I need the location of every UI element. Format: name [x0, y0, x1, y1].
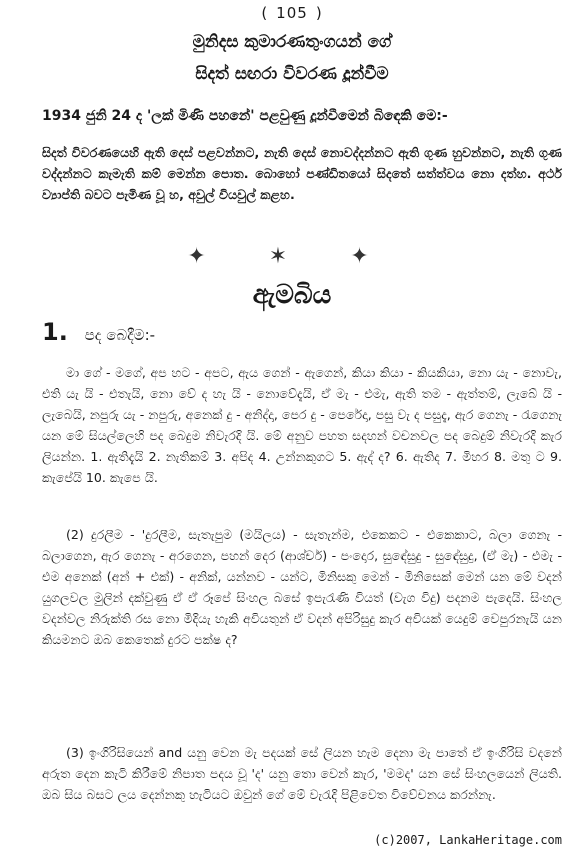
copyright-credit: (c)2007, LankaHeritage.com [374, 833, 562, 847]
page-number: ( 105 ) [261, 4, 323, 22]
subsection-label: පද බෙදීම:- [84, 326, 156, 344]
section-heading: ඇමබිය [252, 280, 332, 310]
dateline: 1934 ජුනි 24 ද 'ලක් මිණි පහනේ' පළවුණු දූන්වීමෙන් බිඳෙකි මෙ:- [42, 108, 448, 124]
intro-paragraph: සිදත් විවරණයෙහි ඇති දෙස් පළවන්නට, නැති දෙස් නොවද්දන්නට ඇති ගුණ හුවන්නට, නැති ගුණ වද්දන්නට කැමැති කම් මෙන්න පොත. බොහෝ පණ්ඩිතයෝ සිදතේ සත්ත්වය නො දත්හ. අර්ථ ව්‍යාප්ති බවට පැමිණ වූ හ, අවුල් වියවුල් කළහ. [42, 145, 562, 202]
paragraph-1-text: මා ගේ - මගේ, අප හට - අපට, ඇය ගෙන් - ඇගෙන්, කියා කියා - කියකියා, නො යැ - නොවැ, එති යැ යි - එතැයි, නො වේ ද හැ යි - නොවේදැයි, ඒ මැ - එමැ, ඇති තම - ඇත්තම්, ලැබේ යි - ලැබෙයි, නපුරු යැ - නපුරු, අනෙක් දු - අනිද්දා, පෙර දු - පෙරේදා, පසු වැ ද පසුදැ, ඇර ගෙනැ - රැගෙනැ යන මේ සියල්ලෙහි පද බෙදුම නිවැරදි යි. මේ අනුව පහත සදහන් වචනවල පද බෙදුම් නිවැරදි කැර ලියන්න. 1. ඇතිදැයි 2. නැතිකම් 3. අපිද 4. උන්නකුගට 5. ඇද් ද? 6. ඇතිද 7. මිහර 8. මතු ට 9. කැපේයි 10. කැපෙ යි. [42, 365, 562, 485]
paragraph-2 [42, 524, 562, 650]
paragraph-3-text: (3) ඉංගිරිසියෙන් and යනු වෙන මැ පදයක් සේ ලියන හැම දෙනා මැ පාතේ ඒ ඉංගිරිසි වදනේ අරුත දෙන කැටි කිරීමේ නිපාත පදය වූ 'ද' යනු තො වෙන් කැර, 'මමද' යන සේ සිංහලයෙන් ලියති. ඔබ සිය බසට ලය දෙන්නකු හැටියට ඔවුන් ගේ මේ වැරැදි පිළිවෙත විවේචනය කරන්නැ. [42, 745, 562, 802]
paragraph-2-text: (2) දුරලීම - 'දුරලීම, සැතැපුම (මයිලය) - සැතැන්ම, එකෙකට - එකෙකාට, බලා ගෙනැ - බලාගෙන, ඇර ගෙනැ - අරගෙන, පහන් දෙර (ආශ්චර්) - පංදොර, සුඳේසුදු - සුඳේසුදු, (ඒ මැ) - එමැ - එම අනෙක් (අන් + එක්) - අනික්, යන්නව - යන්ට, මිනිසකු මෙන් - මිනිසෙක් මෙන් යන මේ වදන් යුගලවල මුලින් දක්වුණු ඒ ඒ රූපේ සිංහල බසේ ඉපැරැණි වියත් (වැග විදු) පදනම පැදෙයි. සිංහල වදන්වල නිරුක්ති රස නො මිදියැ හැකි අවියතුන් ඒ වදන් අපිරිසුදු කැර අවියක් යෙදුම් වෙපුරනැයි යන කියමනට ඔබ කෙතෙක් දුරට පක්ෂ ද? [42, 527, 562, 647]
ornament-stars: ✦ ✶ ✦ [187, 244, 397, 269]
subsection-heading [42, 318, 155, 346]
title-line-2: සිදත් සඟරා විවරණ දූන්වීම [195, 64, 389, 84]
title-line-1: මුනිදස කුමාරණතුංගයන් ගේ [192, 32, 392, 52]
subsection-number: 1. [42, 318, 68, 346]
paragraph-1 [42, 362, 562, 488]
paragraph-3 [42, 742, 562, 805]
